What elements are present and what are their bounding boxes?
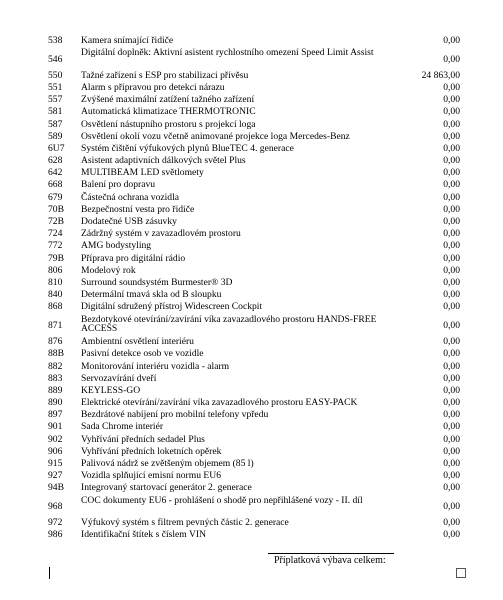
item-description: Ambientní osvětlení interiéru (81, 336, 194, 348)
item-price: 0,00 (443, 529, 460, 541)
item-code: 902 (48, 433, 63, 445)
table-row (48, 254, 460, 266)
item-price: 0,00 (443, 421, 460, 433)
total-label: Příplatková výbava celkem: (274, 555, 386, 566)
item-price: 0,00 (443, 517, 460, 529)
item-description: Vyhřívání předních sedadel Plus (81, 433, 205, 445)
item-code: 538 (48, 35, 63, 46)
item-description: Příprava pro digitální rádio (81, 252, 186, 264)
item-description: Surround soundsystém Burmester® 3D (81, 276, 233, 288)
item-code: 72B (48, 216, 64, 228)
item-price: 0,00 (443, 458, 460, 469)
item-description: COC dokumenty EU6 - prohlášení o shodě pro nepřihlášené vozy - II. díl (81, 494, 363, 506)
item-description: Tažné zařízení s ESP pro stabilizaci přívěsu (81, 69, 249, 81)
text-cursor (49, 567, 50, 579)
item-price: 24 863,00 (421, 69, 460, 81)
item-code: 806 (48, 264, 63, 276)
item-code: 642 (48, 167, 63, 179)
item-code: 557 (48, 94, 63, 106)
item-price: 0,00 (443, 470, 460, 482)
item-price: 0,00 (443, 372, 460, 384)
table-row (48, 483, 460, 495)
item-price: 0,00 (443, 336, 460, 348)
table-row (48, 496, 460, 519)
item-code: 927 (48, 470, 63, 482)
item-price: 0,00 (443, 106, 460, 118)
item-description: Monitorování interiéru vozidla - alarm (81, 360, 230, 372)
item-code: 871 (48, 320, 63, 332)
table-row (48, 241, 460, 253)
item-price: 0,00 (443, 348, 460, 360)
item-code: 587 (48, 118, 63, 130)
item-code: 897 (48, 409, 63, 421)
item-description: Vyhřívání předních loketních opěrek (81, 445, 222, 457)
item-price: 0,00 (443, 179, 460, 191)
item-description: Bezpečnostní vesta pro řidiče (81, 203, 195, 215)
table-row (48, 362, 460, 374)
item-price: 0,00 (443, 155, 460, 167)
item-code: 79B (48, 252, 64, 264)
item-price: 0,00 (443, 228, 460, 240)
item-price: 0,00 (443, 409, 460, 421)
table-row (48, 349, 460, 361)
item-code: 589 (48, 130, 63, 142)
table-row (48, 120, 460, 132)
item-description: Osvětlení nástupního prostoru s projekcí loga (81, 118, 256, 130)
item-code: 876 (48, 336, 63, 348)
table-row (48, 180, 460, 192)
item-price: 0,00 (443, 191, 460, 203)
item-code: 868 (48, 301, 63, 313)
item-code: 88B (48, 348, 64, 360)
item-description: Alarm s přípravou pro detekci nárazu (81, 81, 225, 93)
item-code: 550 (48, 69, 63, 81)
table-row (48, 107, 460, 119)
item-description: Asistent adaptivních dálkových světel Plus (81, 155, 246, 167)
item-description: Systém čištění výfukových plynů BlueTEC 4. generace (81, 142, 294, 154)
item-price: 0,00 (443, 320, 460, 332)
item-price: 0,00 (443, 240, 460, 252)
item-description: Elektrické otevírání/zavírání víka zavazadlového prostoru EASY-PACK (81, 397, 358, 409)
item-description: Osvětlení okolí vozu včetně animované projekce loga Mercedes-Benz (81, 130, 350, 142)
item-price: 0,00 (443, 130, 460, 142)
total-rule (268, 553, 394, 554)
item-price: 0,00 (443, 216, 460, 228)
item-code: 906 (48, 445, 63, 457)
item-description: Sada Chrome interiér (81, 421, 164, 433)
item-code: 915 (48, 458, 63, 469)
item-description: Servozavírání dveří (81, 372, 157, 384)
item-description: Digitální doplněk: Aktivní asistent rychlostního omezení Speed Limit Assist (81, 47, 374, 59)
item-price: 0,00 (443, 289, 460, 301)
item-description: Výfukový systém s filtrem pevných částic 2. generace (81, 517, 289, 529)
item-price: 0,00 (443, 301, 460, 313)
item-description: Částečná ochrana vozidla (81, 191, 180, 203)
item-code: 679 (48, 191, 63, 203)
item-code: 889 (48, 384, 63, 396)
item-code: 883 (48, 372, 63, 384)
item-description: Balení pro dopravu (81, 179, 156, 191)
table-row (48, 302, 460, 314)
item-code: 6U7 (48, 142, 65, 154)
item-code: 986 (48, 529, 63, 541)
item-price: 0,00 (443, 252, 460, 264)
item-code: 882 (48, 360, 63, 372)
item-code: 551 (48, 81, 63, 93)
item-description: KEYLESS-GO (81, 384, 141, 396)
item-description: Determální tmavá skla od B sloupku (81, 289, 222, 301)
item-code: 772 (48, 240, 63, 252)
item-description: Bezdotykové otevírání/zavírání víka zavazadlového prostoru HANDS-FREE ACCESS (81, 313, 377, 335)
item-description: Vozidla splňující emisní normu EU6 (81, 470, 221, 482)
table-row (48, 422, 460, 434)
item-description: MULTIBEAM LED světlomety (81, 167, 204, 179)
item-code: 668 (48, 179, 63, 191)
item-description: Pasivní detekce osob ve vozidle (81, 348, 204, 360)
item-code: 724 (48, 228, 63, 240)
checkbox[interactable] (456, 568, 466, 578)
item-price: 0,00 (443, 167, 460, 179)
item-price: 0,00 (443, 203, 460, 215)
item-price: 0,00 (443, 276, 460, 288)
equipment-rows (48, 36, 460, 543)
table-row (48, 435, 460, 447)
item-code: 810 (48, 276, 63, 288)
item-price: 0,00 (443, 384, 460, 396)
item-price: 0,00 (443, 35, 460, 46)
item-description: Modelový rok (81, 264, 136, 276)
table-row (48, 530, 460, 542)
item-price: 0,00 (443, 482, 460, 494)
item-code: 70B (48, 203, 64, 215)
item-price: 0,00 (443, 397, 460, 409)
item-price: 0,00 (443, 118, 460, 130)
item-code: 581 (48, 106, 63, 118)
item-code: 94B (48, 482, 64, 494)
item-price: 0,00 (443, 94, 460, 106)
item-price: 0,00 (443, 501, 460, 513)
table-row (48, 315, 460, 338)
item-code: 968 (48, 501, 63, 513)
item-description: Kamera snímající řidiče (81, 35, 174, 46)
item-price: 0,00 (443, 264, 460, 276)
item-price: 0,00 (443, 445, 460, 457)
item-code: 901 (48, 421, 63, 433)
table-row (48, 48, 460, 71)
item-price: 0,00 (443, 81, 460, 93)
item-description: Zvýšené maximální zatížení tažného zařízení (81, 94, 255, 106)
item-description: Integrovaný startovací generátor 2. generace (81, 482, 252, 494)
item-description: Digitální sdružený přístroj Widescreen Cockpit (81, 301, 263, 313)
equipment-table (48, 36, 460, 543)
item-description: Bezdrátové nabíjení pro mobilní telefony vpředu (81, 409, 269, 421)
item-description: Identifikační štítek s číslem VIN (81, 529, 207, 541)
item-description: Palivová nádrž se zvětšeným objemem (85 l) (81, 458, 254, 469)
item-code: 546 (48, 53, 63, 65)
item-description: AMG bodystyling (81, 240, 152, 252)
item-price: 0,00 (443, 360, 460, 372)
item-code: 628 (48, 155, 63, 167)
item-code: 890 (48, 397, 63, 409)
item-price: 0,00 (443, 53, 460, 65)
item-description: Dodatečné USB zásuvky (81, 216, 177, 228)
item-code: 840 (48, 289, 63, 301)
item-price: 0,00 (443, 142, 460, 154)
item-description: Automatická klimatizace THERMOTRONIC (81, 106, 256, 118)
item-code: 972 (48, 517, 63, 529)
item-price: 0,00 (443, 433, 460, 445)
item-description: Zádržný systém v zavazadlovém prostoru (81, 228, 241, 240)
